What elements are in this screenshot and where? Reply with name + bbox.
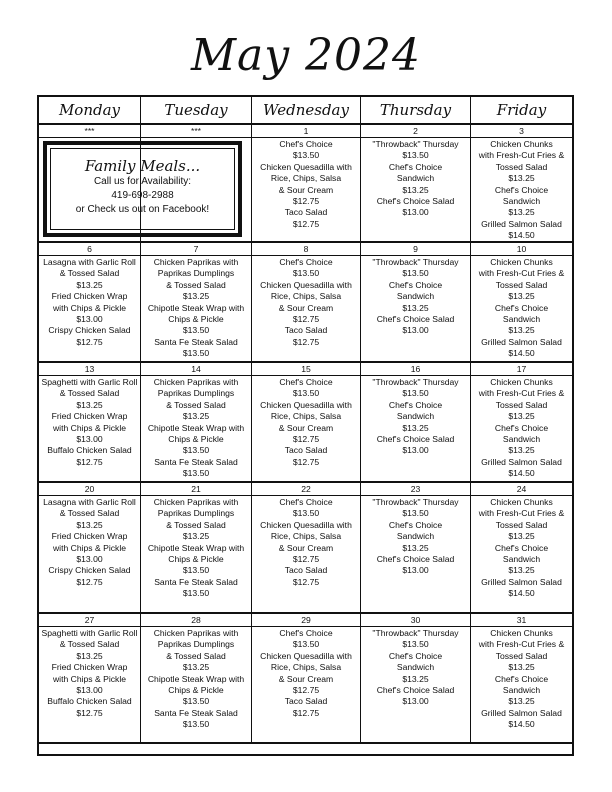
day-number: 15 (252, 363, 360, 376)
menu-line: $13.50 (182, 445, 210, 456)
day-number: 21 (141, 483, 251, 496)
day-cell (252, 243, 361, 361)
menu-line: Grilled Salmon Salad (481, 707, 562, 718)
menu-line: Chef's Choice (494, 184, 549, 195)
menu-line: $12.75 (292, 707, 320, 718)
menu-line: $13.00 (402, 445, 429, 456)
day-number: 16 (361, 363, 470, 376)
menu-line: with Fresh-Cut Fries & (478, 639, 565, 650)
menu-line: Rice, Chips, Salsa (270, 531, 342, 542)
menu-line: $12.75 (292, 218, 320, 229)
menu-line: Chef's Choice (388, 161, 443, 172)
menu-line: $13.50 (292, 639, 320, 650)
weekday-header-monday: Monday (39, 97, 141, 123)
menu-line: $13.25 (76, 399, 103, 410)
menu-line: $14.50 (508, 468, 535, 479)
menu-line: Lasagna with Garlic Roll (43, 257, 136, 267)
menu-line: $13.00 (402, 325, 429, 336)
day-cell (361, 483, 471, 612)
day-number: 7 (141, 243, 251, 256)
menu-line: "Throwback" Thursday (372, 257, 459, 267)
weekday-header-tuesday: Tuesday (141, 97, 252, 123)
menu-items (39, 627, 140, 719)
menu-line: Chipotle Steak Wrap with (147, 422, 245, 433)
day-cell (471, 614, 572, 742)
menu-line: $12.75 (76, 576, 103, 587)
menu-line: Tossed Salad (495, 519, 548, 530)
day-cell (252, 483, 361, 612)
menu-items (471, 496, 572, 600)
menu-line: Chef's Choice (388, 650, 443, 661)
menu-line: Tossed Salad (495, 161, 548, 172)
day-cell (252, 363, 361, 481)
menu-line: Paprikas Dumplings (157, 388, 235, 399)
menu-line: & Sour Cream (278, 302, 334, 313)
menu-line: Chef's Choice (279, 628, 333, 638)
family-meals-line: or Check us out on Facebook! (75, 204, 210, 215)
weekday-header-row (39, 97, 572, 125)
menu-line: $13.50 (182, 696, 210, 707)
menu-line: $13.25 (76, 650, 103, 661)
menu-items (252, 627, 360, 719)
menu-line: Chipotle Steak Wrap with (147, 542, 245, 553)
menu-line: $13.25 (402, 422, 429, 433)
menu-line: & Sour Cream (278, 422, 334, 433)
menu-line: Tossed Salad (495, 650, 548, 661)
menu-line: $12.75 (76, 336, 103, 347)
menu-line: $13.00 (76, 685, 103, 696)
menu-line: $13.25 (508, 662, 535, 673)
menu-line: $12.75 (292, 336, 320, 347)
menu-line: $12.75 (292, 314, 320, 325)
menu-line: Chips & Pickle (168, 685, 224, 696)
menu-line: Rice, Chips, Salsa (270, 411, 342, 422)
menu-line: Chicken Quesadilla with (260, 279, 352, 290)
day-number: 13 (39, 363, 140, 376)
menu-line: Chicken Quesadilla with (260, 399, 352, 410)
menu-line: Santa Fe Steak Salad (154, 456, 238, 467)
menu-line: Chips & Pickle (168, 314, 224, 325)
menu-items (39, 376, 140, 468)
menu-line: Sandwich (396, 173, 435, 184)
menu-line: Chef's Choice (388, 519, 443, 530)
menu-line: $13.25 (402, 184, 429, 195)
menu-items (252, 376, 360, 468)
weekday-header-thursday: Thursday (361, 97, 471, 123)
weekday-header-friday: Friday (496, 101, 547, 119)
menu-line: Sandwich (396, 662, 435, 673)
menu-line: & Tossed Salad (59, 388, 120, 399)
menu-line: Grilled Salmon Salad (481, 576, 562, 587)
menu-line: Rice, Chips, Salsa (270, 662, 342, 673)
menu-line: $13.25 (508, 291, 535, 302)
day-number: 3 (471, 125, 572, 138)
menu-line: Chicken Quesadilla with (260, 519, 352, 530)
menu-line: & Tossed Salad (166, 650, 226, 661)
menu-line: Spaghetti with Garlic Roll (41, 377, 138, 387)
day-number: 8 (252, 243, 360, 256)
menu-line: $13.00 (76, 314, 103, 325)
menu-line: with Fresh-Cut Fries & (478, 150, 565, 161)
menu-line: $13.50 (292, 150, 320, 161)
menu-line: Tossed Salad (495, 399, 548, 410)
menu-line: with Fresh-Cut Fries & (478, 508, 565, 519)
menu-line: & Sour Cream (278, 542, 334, 553)
day-number: *** (39, 125, 140, 138)
menu-line: & Tossed Salad (166, 279, 226, 290)
menu-line: $13.50 (182, 325, 210, 336)
menu-line: Chef's Choice (494, 302, 549, 313)
menu-line: $13.25 (508, 565, 535, 576)
menu-line: $13.00 (402, 696, 429, 707)
menu-line: Chicken Paprikas with (153, 497, 239, 507)
day-number: 31 (471, 614, 572, 627)
menu-line: with Fresh-Cut Fries & (478, 388, 565, 399)
menu-line: Tossed Salad (495, 279, 548, 290)
menu-line: Paprikas Dumplings (157, 639, 235, 650)
menu-line: $12.75 (292, 456, 320, 467)
menu-line: "Throwback" Thursday (372, 139, 459, 149)
menu-line: $13.25 (402, 673, 429, 684)
menu-line: Chicken Paprikas with (153, 257, 239, 267)
menu-line: Sandwich (502, 685, 541, 696)
day-cell (141, 243, 252, 361)
menu-line: Sandwich (396, 291, 435, 302)
day-cell (471, 125, 572, 241)
menu-line: $13.25 (508, 445, 535, 456)
menu-line: Spaghetti with Garlic Roll (41, 628, 138, 638)
menu-line: $13.50 (402, 268, 429, 279)
menu-items (361, 496, 470, 577)
menu-line: $14.50 (508, 230, 535, 241)
menu-line: Chicken Chunks (490, 497, 553, 507)
menu-line: & Tossed Salad (59, 639, 120, 650)
menu-line: Chicken Paprikas with (153, 628, 239, 638)
menu-line: with Chips & Pickle (52, 673, 127, 684)
menu-items (141, 256, 251, 360)
menu-line: $13.50 (182, 719, 210, 730)
day-number: 6 (39, 243, 140, 256)
menu-line: Chef's Choice (494, 542, 549, 553)
menu-line: Taco Salad (284, 565, 328, 576)
day-number: 24 (471, 483, 572, 496)
menu-line: Sandwich (502, 314, 541, 325)
menu-line: $13.50 (292, 388, 320, 399)
menu-line: Rice, Chips, Salsa (270, 291, 342, 302)
family-meals-line: Call us for Availability: (93, 176, 192, 187)
weekday-header-wednesday: Wednesday (252, 97, 361, 123)
menu-line: with Chips & Pickle (52, 422, 127, 433)
menu-line: Paprikas Dumplings (157, 508, 235, 519)
menu-line: Sandwich (502, 554, 541, 565)
menu-line: $12.75 (292, 576, 320, 587)
day-number: 22 (252, 483, 360, 496)
calendar-week-row (39, 614, 572, 744)
day-cell (141, 483, 252, 612)
menu-line: Chef's Choice (494, 673, 549, 684)
menu-line: $13.25 (508, 325, 535, 336)
day-cell (361, 243, 471, 361)
day-number: *** (141, 125, 251, 138)
menu-line: $12.75 (292, 554, 320, 565)
menu-items (141, 138, 251, 139)
menu-items (361, 138, 470, 219)
day-cell (141, 614, 252, 742)
menu-line: Chicken Chunks (490, 377, 553, 387)
menu-line: $13.00 (76, 554, 103, 565)
menu-line: Chicken Chunks (490, 628, 553, 638)
day-number: 9 (361, 243, 470, 256)
menu-line: $13.50 (182, 565, 210, 576)
day-number: 23 (361, 483, 470, 496)
day-cell (39, 363, 141, 481)
menu-line: $13.25 (508, 696, 535, 707)
menu-line: $13.25 (182, 291, 210, 302)
menu-items (141, 627, 251, 731)
menu-line: Chef's Choice (279, 497, 333, 507)
menu-line: $13.25 (76, 279, 103, 290)
menu-line: Chef's Choice (388, 399, 443, 410)
menu-line: Chicken Chunks (490, 139, 553, 149)
menu-line: Chef's Choice Salad (376, 196, 455, 207)
menu-line: with Chips & Pickle (52, 542, 127, 553)
menu-line: $14.50 (508, 719, 535, 730)
menu-line: $13.25 (508, 173, 535, 184)
family-meals-title: Family Meals... (84, 157, 201, 175)
menu-line: $13.50 (402, 639, 429, 650)
menu-line: $12.75 (292, 196, 320, 207)
menu-line: Taco Salad (284, 325, 328, 336)
menu-line: Fried Chicken Wrap (51, 662, 128, 673)
menu-line: Paprikas Dumplings (157, 268, 235, 279)
calendar-week-row (39, 243, 572, 363)
menu-line: $14.50 (508, 588, 535, 599)
menu-line: Chips & Pickle (168, 554, 224, 565)
day-number: 1 (252, 125, 360, 138)
menu-line: $13.25 (182, 662, 210, 673)
menu-line: Chef's Choice Salad (376, 434, 455, 445)
menu-line: $13.00 (402, 565, 429, 576)
menu-line: Lasagna with Garlic Roll (43, 497, 136, 507)
menu-line: $13.25 (182, 531, 210, 542)
day-number: 2 (361, 125, 470, 138)
menu-line: $13.00 (76, 434, 103, 445)
menu-line: Santa Fe Steak Salad (154, 576, 238, 587)
day-cell (252, 125, 361, 241)
menu-line: $12.75 (76, 707, 103, 718)
menu-line: Taco Salad (284, 207, 328, 218)
menu-line: $13.25 (508, 411, 535, 422)
menu-items (361, 256, 470, 337)
menu-line: $13.25 (402, 542, 429, 553)
menu-line: with Fresh-Cut Fries & (478, 268, 565, 279)
day-cell (361, 125, 471, 241)
menu-line: Chef's Choice Salad (376, 554, 455, 565)
menu-line: & Tossed Salad (59, 508, 120, 519)
menu-items (141, 496, 251, 600)
day-number: 28 (141, 614, 251, 627)
menu-line: Crispy Chicken Salad (48, 325, 131, 336)
menu-line: Grilled Salmon Salad (481, 218, 562, 229)
menu-line: Chicken Chunks (490, 257, 553, 267)
menu-line: Crispy Chicken Salad (48, 565, 131, 576)
menu-line: $12.75 (292, 685, 320, 696)
menu-line: Buffalo Chicken Salad (47, 445, 132, 456)
menu-line: Sandwich (396, 411, 435, 422)
calendar-week-row (39, 483, 572, 614)
menu-line: Chicken Paprikas with (153, 377, 239, 387)
family-meals-box (43, 141, 242, 237)
day-cell (471, 243, 572, 361)
day-number: 17 (471, 363, 572, 376)
menu-items (252, 256, 360, 348)
menu-line: $13.25 (508, 531, 535, 542)
menu-items (361, 376, 470, 457)
menu-line: & Sour Cream (278, 673, 334, 684)
menu-line: "Throwback" Thursday (372, 377, 459, 387)
menu-items (141, 376, 251, 480)
menu-line: Chef's Choice Salad (376, 685, 455, 696)
menu-line: $13.50 (182, 468, 210, 479)
menu-line: Chef's Choice (388, 279, 443, 290)
menu-line: Santa Fe Steak Salad (154, 336, 238, 347)
menu-items (39, 138, 140, 139)
menu-line: $14.50 (508, 348, 535, 359)
calendar-footer-row (39, 741, 572, 754)
menu-line: Buffalo Chicken Salad (47, 696, 132, 707)
menu-line: $13.50 (402, 388, 429, 399)
menu-line: "Throwback" Thursday (372, 497, 459, 507)
menu-line: Chipotle Steak Wrap with (147, 673, 245, 684)
menu-line: Grilled Salmon Salad (481, 456, 562, 467)
family-meals-phone: 419-698-2988 (111, 190, 174, 201)
menu-items (252, 138, 360, 230)
day-number: 10 (471, 243, 572, 256)
menu-line: Chipotle Steak Wrap with (147, 302, 245, 313)
menu-line: $13.50 (292, 508, 320, 519)
menu-items (471, 627, 572, 731)
day-number: 27 (39, 614, 140, 627)
menu-line: Grilled Salmon Salad (481, 336, 562, 347)
family-meals-inner-border (50, 148, 235, 230)
day-cell (39, 483, 141, 612)
menu-line: $13.25 (182, 411, 210, 422)
menu-line: with Chips & Pickle (52, 302, 127, 313)
menu-line: & Tossed Salad (166, 519, 226, 530)
menu-items (471, 138, 572, 242)
menu-line: Chicken Quesadilla with (260, 161, 352, 172)
page-title: May 2024 (190, 30, 422, 81)
calendar-week-row (39, 363, 572, 483)
day-cell (471, 363, 572, 481)
day-cell (252, 614, 361, 742)
day-cell (361, 614, 471, 742)
menu-line: Chicken Quesadilla with (260, 650, 352, 661)
menu-line: Fried Chicken Wrap (51, 531, 128, 542)
menu-line: Chef's Choice (279, 257, 333, 267)
menu-line: Sandwich (502, 196, 541, 207)
menu-line: Chef's Choice (279, 139, 333, 149)
day-number: 29 (252, 614, 360, 627)
day-cell (39, 243, 141, 361)
menu-line: Taco Salad (284, 445, 328, 456)
menu-line: $13.50 (292, 268, 320, 279)
menu-items (471, 256, 572, 360)
menu-line: "Throwback" Thursday (372, 628, 459, 638)
menu-line: $13.25 (76, 519, 103, 530)
menu-items (471, 376, 572, 480)
menu-line: Chef's Choice (279, 377, 333, 387)
menu-line: Rice, Chips, Salsa (270, 173, 342, 184)
menu-line: $13.25 (402, 302, 429, 313)
menu-line: Fried Chicken Wrap (51, 411, 128, 422)
menu-line: $12.75 (292, 434, 320, 445)
menu-items (361, 627, 470, 708)
menu-line: & Tossed Salad (166, 399, 226, 410)
menu-line: Sandwich (396, 531, 435, 542)
menu-line: & Tossed Salad (59, 268, 120, 279)
menu-line: Chef's Choice (494, 422, 549, 433)
menu-line: & Sour Cream (278, 184, 334, 195)
day-number: 14 (141, 363, 251, 376)
menu-line: $13.00 (402, 207, 429, 218)
menu-line: $13.50 (182, 348, 210, 359)
menu-items (252, 496, 360, 588)
menu-line: $13.50 (182, 588, 210, 599)
menu-line: Chips & Pickle (168, 434, 224, 445)
menu-line: Chef's Choice Salad (376, 314, 455, 325)
day-cell (39, 614, 141, 742)
day-number: 20 (39, 483, 140, 496)
menu-line: Santa Fe Steak Salad (154, 707, 238, 718)
day-cell (141, 363, 252, 481)
menu-items (39, 256, 140, 348)
menu-line: $13.50 (402, 150, 429, 161)
menu-items (39, 496, 140, 588)
day-number: 30 (361, 614, 470, 627)
menu-line: Taco Salad (284, 696, 328, 707)
menu-line: $12.75 (76, 456, 103, 467)
menu-line: Fried Chicken Wrap (51, 291, 128, 302)
menu-line: Sandwich (502, 434, 541, 445)
day-cell (361, 363, 471, 481)
menu-line: $13.50 (402, 508, 429, 519)
day-cell (471, 483, 572, 612)
menu-line: $13.25 (508, 207, 535, 218)
